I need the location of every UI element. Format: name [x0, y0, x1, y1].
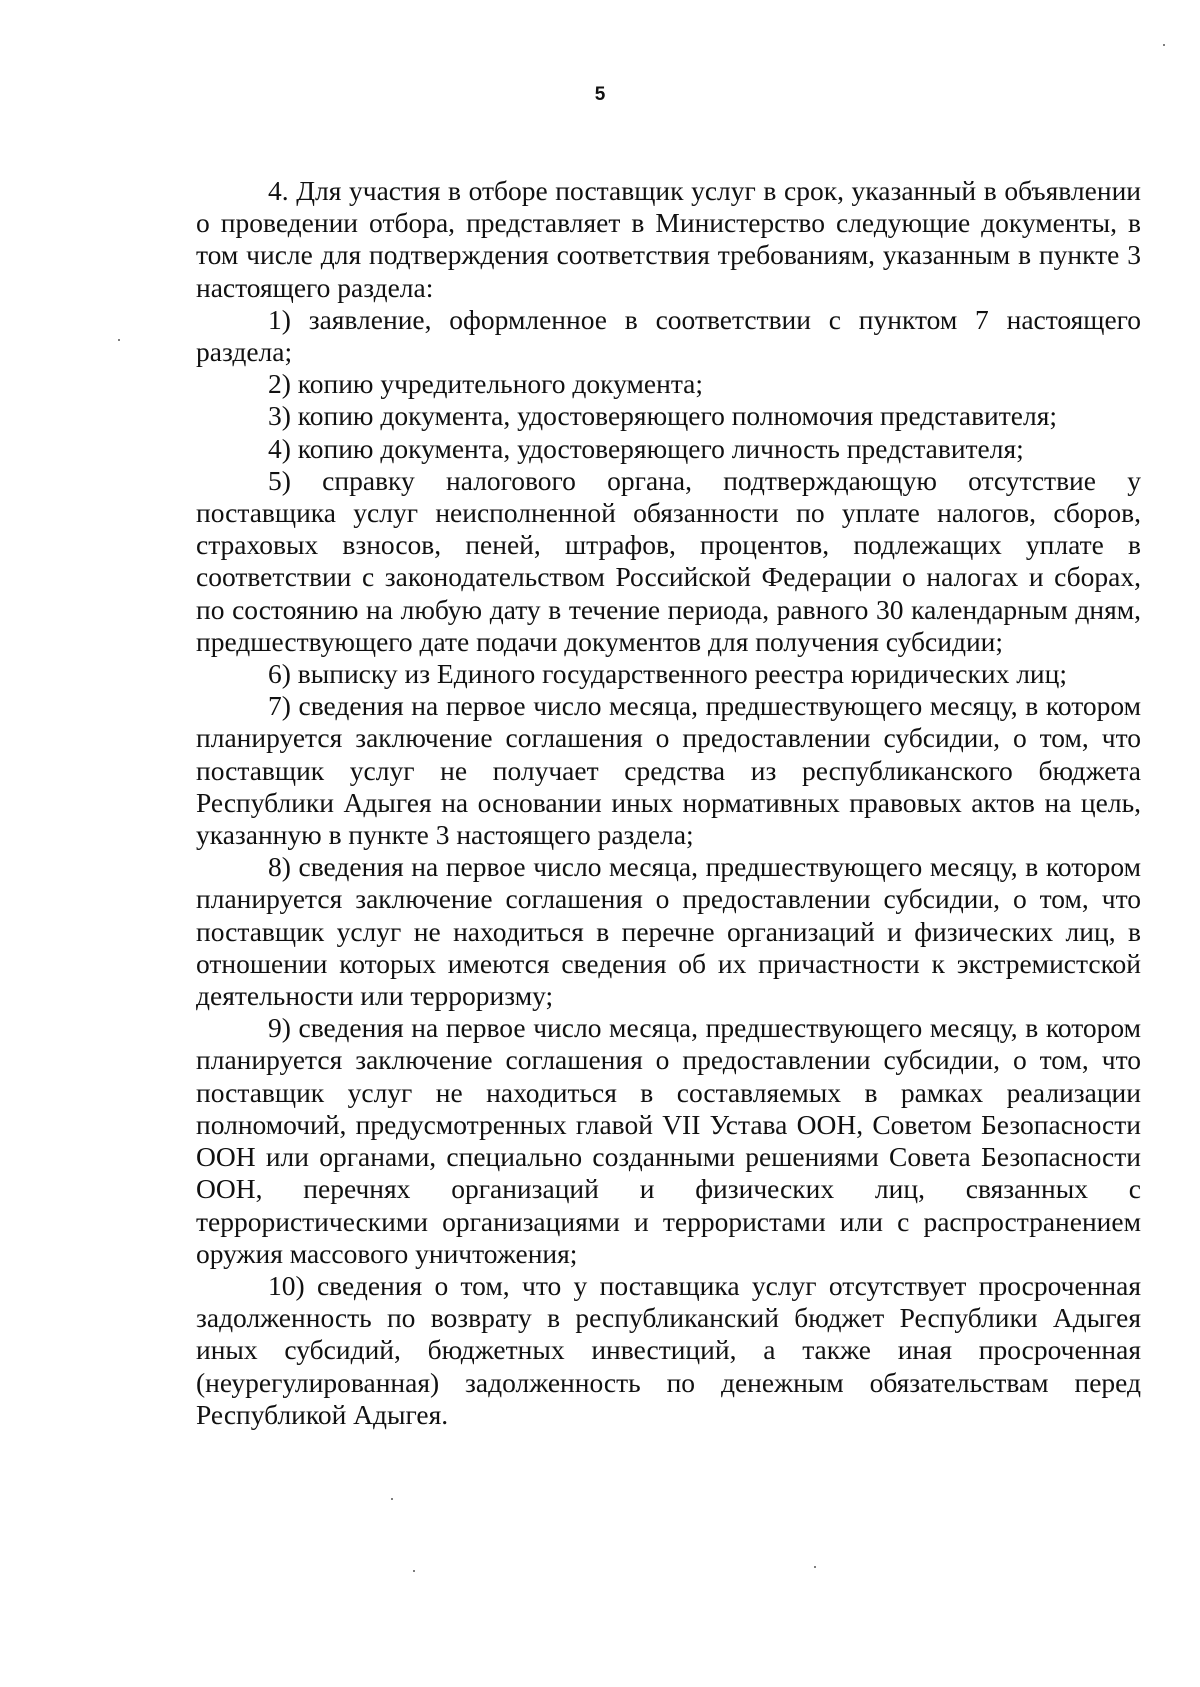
page-number: 5 — [594, 84, 606, 105]
list-item-5: 5) справку налогового органа, подтверждающую отсутствие у поставщика услуг неисполненной обязанности по уплате налогов, сборов, страховых взносов, пеней, штрафов, процентов, подлежащих уплате в соответствии с законодательством Российской Федерации о налогах и сборах, по состоянию на любую дату в течение периода, равного 30 календарным дням, предшествующего дате подачи документов для получения субсидии; — [196, 464, 1141, 657]
paragraph-item-4: 4. Для участия в отборе поставщик услуг в срок, указанный в объявлении о проведении отбора, представляет в Министерство следующие документы, в том числе для подтверждения соответствия требованиям, указанным в пункте 3 настоящего раздела: — [196, 175, 1141, 303]
scan-speck — [118, 339, 120, 341]
list-item-6: 6) выписку из Единого государственного реестра юридических лиц; — [268, 658, 1068, 690]
list-item-4: 4) копию документа, удостоверяющего личность представителя; — [268, 432, 1024, 464]
scan-speck — [391, 1498, 393, 1500]
scan-speck — [413, 1570, 415, 1572]
body-text — [196, 175, 1141, 1431]
scan-speck — [1163, 44, 1165, 46]
list-item-3: 3) копию документа, удостоверяющего полномочия представителя; — [268, 400, 1058, 432]
list-item-9: 9) сведения на первое число месяца, предшествующего месяцу, в котором планируется заключение соглашения о предоставлении субсидии, о том, что поставщик услуг не находиться в составляемых в рамках реализации полномочий, предусмотренных главой VII Устава ООН, Советом Безопасности ООН или органами, специально созданными решениями Совета Безопасности ООН, перечнях организаций и физических лиц, связанных с террористическими организациями и террористами или с распространением оружия массового уничтожения; — [196, 1012, 1141, 1269]
list-item-1: 1) заявление, оформленное в соответствии с пунктом 7 настоящего раздела; — [196, 303, 1141, 368]
list-item-10: 10) сведения о том, что у поставщика услуг отсутствует просроченная задолженность по возврату в республиканский бюджет Республики Адыгея иных субсидий, бюджетных инвестиций, а также иная просроченная (неурегулированная) задолженность по денежным обязательствам перед Республикой Адыгея. — [196, 1269, 1141, 1430]
list-item-7: 7) сведения на первое число месяца, предшествующего месяцу, в котором планируется заключение соглашения о предоставлении субсидии, о том, что поставщик услуг не получает средства из республиканского бюджета Республики Адыгея на основании иных нормативных правовых актов на цель, указанную в пункте 3 настоящего раздела; — [196, 690, 1141, 851]
list-item-8: 8) сведения на первое число месяца, предшествующего месяцу, в котором планируется заключение соглашения о предоставлении субсидии, о том, что поставщик услуг не находиться в перечне организаций и физических лиц, в отношении которых имеются сведения об их причастности к экстремистской деятельности или терроризму; — [196, 851, 1141, 1012]
list-item-2: 2) копию учредительного документа; — [268, 368, 704, 400]
scan-speck — [814, 1566, 816, 1568]
